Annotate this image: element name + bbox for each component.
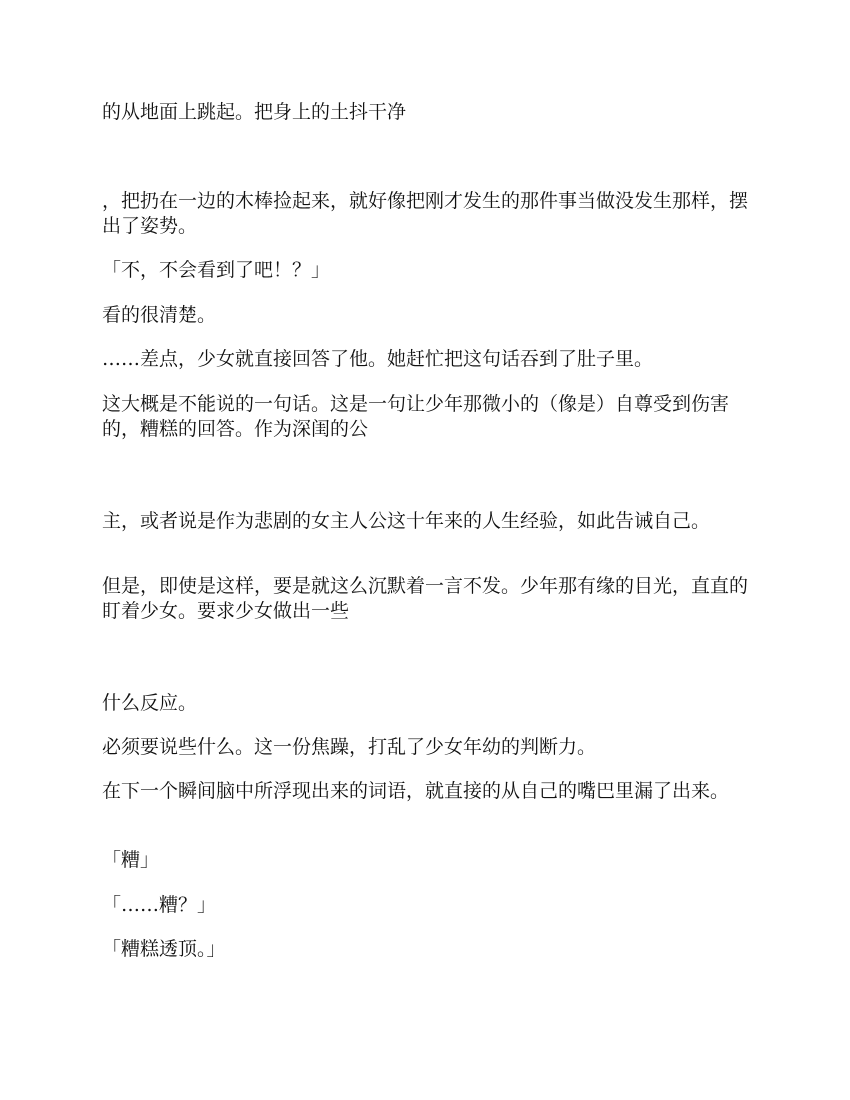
paragraph-9: 什么反应。 — [102, 692, 198, 714]
paragraph-4: 看的很清楚。 — [102, 304, 217, 326]
paragraph-8: 但是，即使是这样，要是就这么沉默着一言不发。少年那有缘的目光，直直的盯着少女。要求少女做出一些 — [102, 575, 749, 622]
paragraph-11: 在下一个瞬间脑中所浮现出来的词语，就直接的从自己的嘴巴里漏了出来。 — [102, 780, 730, 802]
paragraph-5: ……差点，少女就直接回答了他。她赶忙把这句话吞到了肚子里。 — [102, 348, 654, 370]
paragraph-3: 「不，不会看到了吧！？」 — [102, 259, 331, 281]
paragraph-2: ，把扔在一边的木棒捡起来，就好像把刚才发生的那件事当做没发生那样，摆出了姿势。 — [102, 190, 749, 237]
paragraph-10: 必须要说些什么。这一份焦躁，打乱了少女年幼的判断力。 — [102, 736, 597, 758]
paragraph-1: 的从地面上跳起。把身上的土抖干净 — [102, 101, 407, 123]
paragraph-12: 「糟」 — [102, 849, 160, 871]
paragraph-13: 「……糟？」 — [102, 894, 217, 916]
paragraph-7: 主，或者说是作为悲剧的女主人公这十年来的人生经验，如此告诫自己。 — [102, 510, 711, 532]
paragraph-14: 「糟糕透顶。」 — [102, 938, 226, 960]
paragraph-6: 这大概是不能说的一句话。这是一句让少年那微小的（像是）自尊受到伤害的，糟糕的回答。作为深闺的公 — [102, 393, 730, 440]
